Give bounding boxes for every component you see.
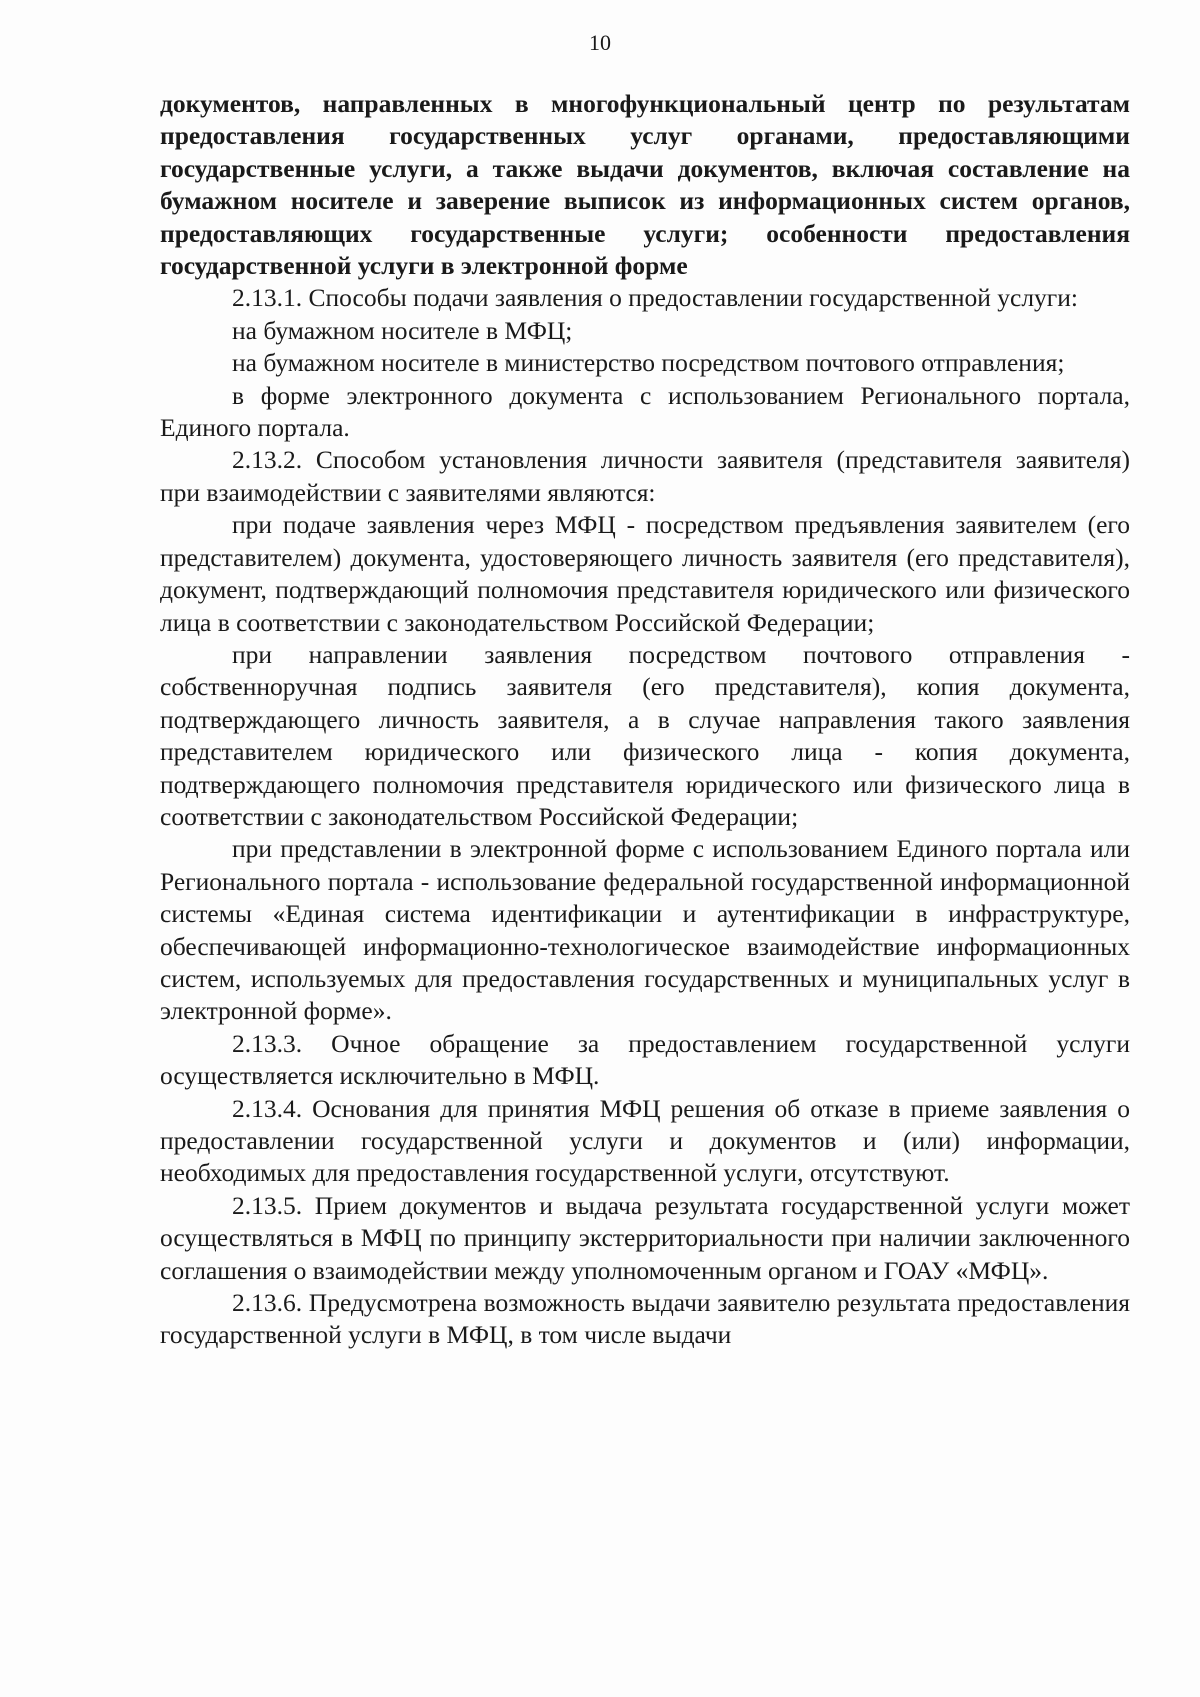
paragraph-2-13-4: 2.13.4. Основания для принятия МФЦ решения об отказе в приеме заявления о предоставлении государственной услуги и документов и (или) информации, необходимых для предоставления государственной услуги, отсутствуют. <box>160 1093 1130 1188</box>
paragraph-mfc-identification: при подаче заявления через МФЦ - посредством предъявления заявителем (его представителем) документа, удостоверяющего личность заявителя (его представителя), документ, подтверждающий полномочия представителя юридического или физического лица в соответствии с законодательством Российской Федерации; <box>160 510 1130 637</box>
paragraph-2-13-1: 2.13.1. Способы подачи заявления о предоставлении государственной услуги: <box>232 283 1078 313</box>
paragraph-2-13-2: 2.13.2. Способом установления личности заявителя (представителя заявителя) при взаимодействии с заявителями являются: <box>160 445 1130 507</box>
paragraph-postal-identification: при направлении заявления посредством почтового отправления - собственноручная подпись заявителя (его представителя), копия документа, подтверждающего личность заявителя, а в случае направления такого заявления представителем юридического или физического лица - копия документа, подтверждающего полномочия представителя юридического или физического лица в соответствии с законодательством Российской Федерации; <box>160 639 1130 831</box>
paragraph-2-13-6: 2.13.6. Предусмотрена возможность выдачи заявителю результата предоставления государственной услуги в МФЦ, в том числе выдачи <box>160 1288 1130 1350</box>
paragraph-2-13-5: 2.13.5. Прием документов и выдача результата государственной услуги может осуществляться в МФЦ по принципу экстерриториальности при наличии заключенного соглашения о взаимодействии между уполномоченным органом и ГОАУ «МФЦ». <box>160 1190 1130 1285</box>
paragraph-electronic-identification: при представлении в электронной форме с использованием Единого портала или Регионального портала - использование федеральной государственной информационной системы «Единая система идентификации и аутентификации в инфраструктуре, обеспечивающей информационно-технологическое взаимодействие информационных систем, используемых для предоставления государственных и муниципальных услуг в электронной форме». <box>160 834 1130 1026</box>
paragraph-2-13-3: 2.13.3. Очное обращение за предоставлением государственной услуги осуществляется исключительно в МФЦ. <box>160 1028 1130 1091</box>
paragraph-paper-ministry: на бумажном носителе в министерство посредством почтового отправления; <box>232 348 1065 378</box>
document-body <box>160 88 1130 1352</box>
page-number: 10 <box>589 30 611 55</box>
section-heading: документов, направленных в многофункциональный центр по результатам предоставления государственных услуг органами, предоставляющими государственные услуги, а также выдачи документов, включая составление на бумажном носителе и заверение выписок из информационных систем органов, предоставляющих государственные услуги; особенности предоставления государственной услуги в электронной форме <box>160 89 1130 281</box>
paragraph-electronic-form: в форме электронного документа с использованием Регионального портала, Единого портала. <box>160 380 1130 443</box>
paragraph-paper-mfc: на бумажном носителе в МФЦ; <box>232 315 573 345</box>
